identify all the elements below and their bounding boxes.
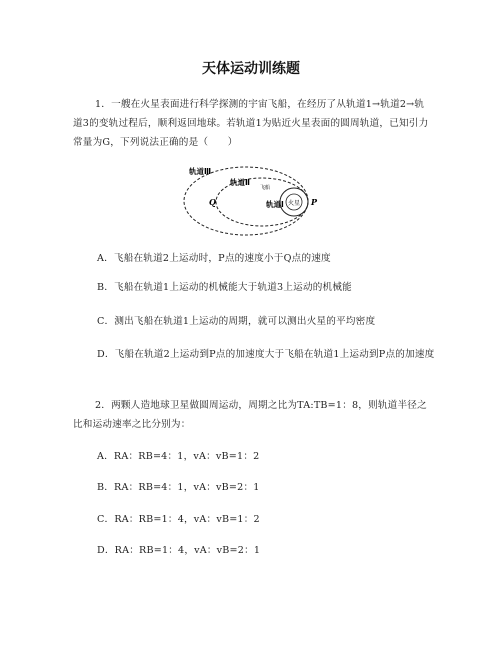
page-title: 天体运动训练题: [202, 61, 300, 77]
q2-option-d: D．RA：RB=1：4，vA：vB=2：1: [97, 545, 261, 556]
q1-option-c: C．测出飞船在轨道1上运动的周期，就可以测出火星的平均密度: [97, 316, 376, 327]
question-2-stem: 2．两颗人造地球卫星做圆周运动，周期之比为TA:TB=1：8，则轨道半径之比和运动速率之比分别为：: [73, 400, 427, 430]
orbit-diagram: [178, 160, 324, 242]
point-q-label: Q: [209, 197, 216, 207]
q1-option-b: B．飞船在轨道1上运动的机械能大于轨道3上运动的机械能: [97, 282, 352, 293]
q2-option-c: C．RA：RB=1：4，vA：vB=1：2: [97, 514, 260, 525]
q2-option-a: A．RA：RB=4：1，vA：vB=1：2: [97, 451, 260, 462]
spacecraft-label: 飞船: [260, 185, 271, 191]
q1-option-d: D．飞船在轨道2上运动到P点的加速度大于飞船在轨道1上运动到P点的加速度: [97, 349, 435, 360]
orbit-3-label: 轨道Ⅲ: [189, 167, 212, 176]
q1-option-a: A．飞船在轨道2上运动时，P点的速度小于Q点的速度: [97, 253, 331, 264]
point-p-label: P: [311, 197, 318, 207]
planet-label: 火星: [287, 200, 301, 207]
orbit-2-label: 轨道Ⅱ: [230, 178, 250, 187]
orbit-1-label: 轨道Ⅰ: [266, 200, 284, 209]
question-1-stem: 1．一艘在火星表面进行科学探测的宇宙飞船，在经历了从轨道1→轨道2→轨道3的变轨过程后，顺利返回地球。若轨道1为贴近火星表面的圆周轨道，已知引力常量为G，下列说法正确的是（ ）: [73, 99, 429, 148]
q2-option-b: B．RA：RB=4：1，vA：vB=2：1: [97, 482, 260, 493]
